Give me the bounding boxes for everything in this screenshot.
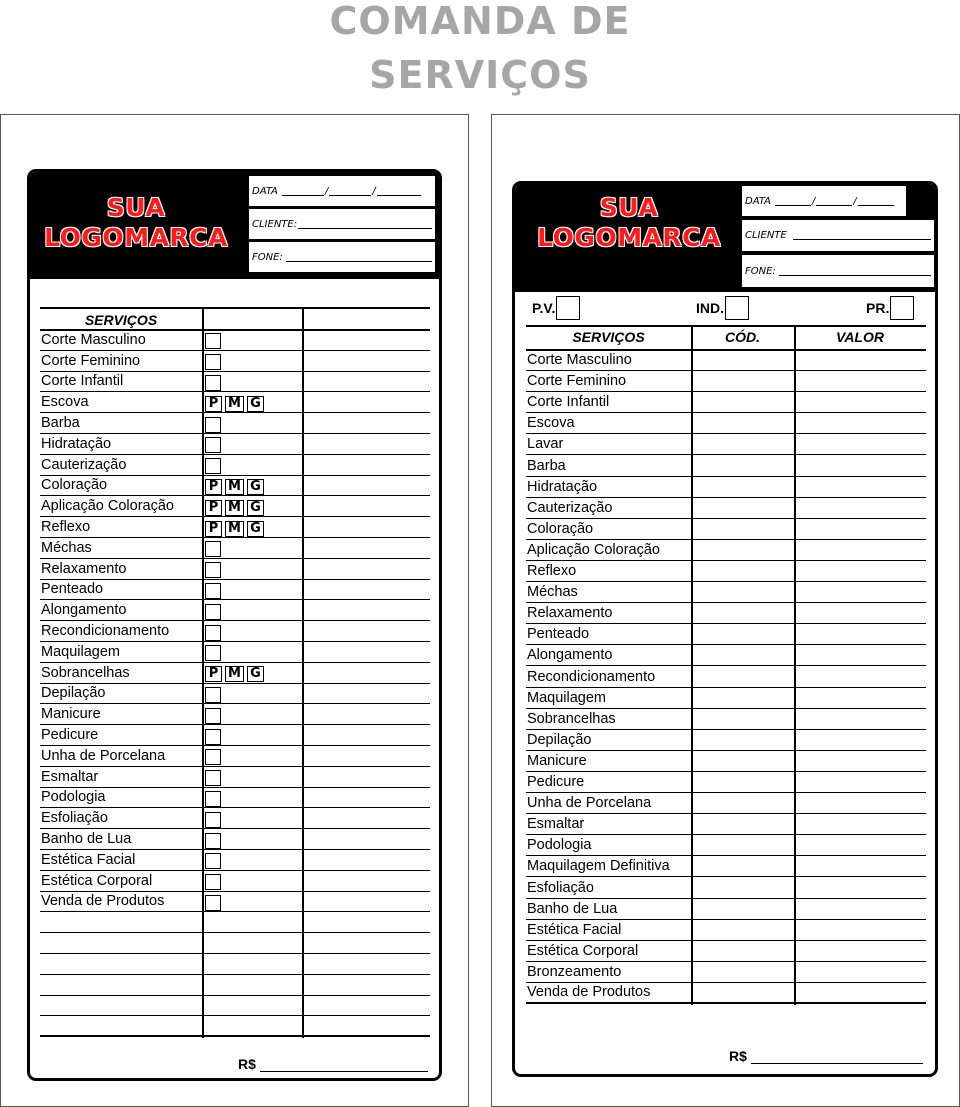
header-cod: CÓD.	[725, 329, 760, 345]
service-label: Alongamento	[527, 647, 613, 664]
service-label: Estética Facial	[527, 921, 622, 938]
service-row	[526, 835, 926, 856]
service-row	[40, 538, 430, 559]
service-label: Unha de Porcelana	[527, 795, 652, 812]
service-row	[526, 983, 926, 1004]
date-month-line	[329, 187, 371, 196]
service-label: Cauterização	[41, 456, 127, 473]
service-row	[526, 350, 926, 371]
code-cell[interactable]	[693, 751, 794, 771]
service-row	[40, 684, 430, 705]
value-cell[interactable]	[796, 540, 926, 560]
service-checkbox[interactable]	[205, 417, 221, 433]
logo-line-1: SUA	[106, 193, 166, 222]
right-card	[512, 181, 938, 1077]
service-row	[526, 878, 926, 899]
size-m-option[interactable]: M	[225, 479, 244, 495]
service-row	[526, 603, 926, 624]
value-cell[interactable]	[796, 645, 926, 665]
size-selector[interactable]	[205, 500, 264, 516]
service-row	[40, 663, 430, 684]
date-label: DATA	[745, 195, 771, 207]
service-label: Esmaltar	[527, 816, 585, 833]
value-cell[interactable]	[796, 730, 926, 750]
date-year-line	[377, 187, 421, 196]
value-cell[interactable]	[796, 392, 926, 412]
left-date-field[interactable]	[249, 176, 435, 206]
service-row	[526, 920, 926, 941]
service-label: Unha de Porcelana	[41, 747, 166, 764]
code-cell[interactable]	[693, 962, 794, 982]
value-cell[interactable]	[796, 561, 926, 581]
value-cell[interactable]	[796, 603, 926, 623]
value-cell[interactable]	[796, 413, 926, 433]
right-total[interactable]	[729, 1048, 923, 1064]
blank-row[interactable]	[40, 912, 430, 933]
option-pv-label: P.V.	[532, 300, 556, 316]
column-divider-1	[202, 307, 204, 1038]
blank-row[interactable]	[40, 996, 430, 1017]
service-row	[526, 477, 926, 498]
service-row	[40, 559, 430, 580]
value-cell[interactable]	[796, 350, 926, 370]
service-label: Venda de Produtos	[41, 893, 165, 910]
service-checkbox[interactable]	[205, 729, 221, 745]
service-checkbox[interactable]	[205, 604, 221, 620]
date-month-line	[816, 197, 852, 206]
logo-line-2: LOGOMARCA	[44, 223, 228, 252]
value-cell[interactable]	[796, 962, 926, 982]
date-day-line	[282, 187, 324, 196]
size-p-option[interactable]: P	[205, 521, 222, 537]
service-row	[526, 709, 926, 730]
service-row	[40, 351, 430, 372]
code-cell[interactable]	[693, 772, 794, 792]
service-row	[526, 540, 926, 561]
value-cell[interactable]	[796, 878, 926, 898]
service-checkbox[interactable]	[205, 791, 221, 807]
service-label: Aplicação Coloração	[527, 541, 660, 558]
service-checkbox[interactable]	[205, 625, 221, 641]
service-checkbox[interactable]	[205, 749, 221, 765]
service-checkbox[interactable]	[205, 354, 221, 370]
service-row	[526, 751, 926, 772]
column-divider-2	[794, 325, 796, 1005]
code-cell[interactable]	[693, 434, 794, 454]
code-cell[interactable]	[693, 878, 794, 898]
service-checkbox[interactable]	[205, 874, 221, 890]
service-label: Escova	[41, 394, 89, 411]
service-label: Coloração	[527, 520, 594, 537]
service-label: Sobrancelhas	[527, 710, 616, 727]
left-client-field[interactable]	[249, 209, 435, 239]
value-cell[interactable]	[796, 582, 926, 602]
service-label: Bronzeamento	[527, 963, 622, 980]
service-label: Reflexo	[527, 563, 577, 580]
code-cell[interactable]	[693, 582, 794, 602]
service-row	[40, 372, 430, 393]
table-top-rule	[40, 307, 430, 309]
client-label: CLIENTE	[745, 230, 787, 241]
service-row	[526, 730, 926, 751]
service-row	[526, 498, 926, 519]
phone-label: FONE:	[745, 265, 776, 277]
service-label: Pedicure	[41, 726, 99, 743]
service-label: Corte Feminino	[527, 373, 627, 390]
code-cell[interactable]	[693, 561, 794, 581]
service-checkbox[interactable]	[205, 333, 221, 349]
service-row	[40, 788, 430, 809]
service-row	[526, 434, 926, 455]
service-row	[40, 767, 430, 788]
code-cell[interactable]	[693, 413, 794, 433]
size-g-option[interactable]: G	[247, 479, 264, 495]
option-ind-label: IND.	[696, 300, 724, 316]
total-label: R$	[238, 1056, 256, 1072]
service-row	[40, 600, 430, 621]
service-label: Corte Feminino	[41, 352, 141, 369]
logo-line-2: LOGOMARCA	[537, 223, 721, 252]
size-p-option[interactable]: P	[205, 500, 222, 516]
value-cell[interactable]	[796, 772, 926, 792]
value-cell[interactable]	[796, 793, 926, 813]
code-cell[interactable]	[693, 856, 794, 876]
size-g-option[interactable]: G	[247, 396, 264, 412]
size-m-option[interactable]: M	[225, 666, 244, 682]
service-row	[40, 892, 430, 913]
service-label: Corte Infantil	[41, 373, 124, 390]
header-servicos: SERVIÇOS	[84, 312, 158, 328]
value-cell[interactable]	[796, 371, 926, 391]
option-ind-checkbox[interactable]	[725, 296, 749, 320]
size-m-option[interactable]: M	[225, 500, 244, 516]
code-cell[interactable]	[693, 920, 794, 940]
code-cell[interactable]	[693, 477, 794, 497]
service-row	[526, 456, 926, 477]
option-pv[interactable]	[532, 296, 580, 320]
service-row	[526, 371, 926, 392]
service-label: Corte Infantil	[527, 394, 610, 411]
service-label: Estética Corporal	[41, 872, 153, 889]
option-pr[interactable]	[866, 296, 914, 320]
size-m-option[interactable]: M	[225, 521, 244, 537]
blank-row[interactable]	[40, 1016, 430, 1037]
service-checkbox[interactable]	[205, 583, 221, 599]
code-cell[interactable]	[693, 709, 794, 729]
blank-row[interactable]	[40, 954, 430, 975]
code-cell[interactable]	[693, 645, 794, 665]
service-row	[526, 962, 926, 983]
service-row	[40, 517, 430, 538]
right-phone-field[interactable]	[742, 255, 934, 287]
total-line	[260, 1058, 428, 1072]
service-row	[526, 899, 926, 920]
service-label: Banho de Lua	[41, 830, 132, 847]
client-label: CLIENTE:	[252, 218, 298, 230]
service-label: Maquilagem	[41, 643, 120, 660]
code-cell[interactable]	[693, 730, 794, 750]
page-title-line-1: COMANDA DE	[329, 0, 631, 43]
service-row	[40, 434, 430, 455]
service-row	[40, 476, 430, 497]
service-row	[40, 642, 430, 663]
service-label: Cauterização	[527, 499, 613, 516]
service-label: Méchas	[527, 584, 578, 601]
service-row	[526, 582, 926, 603]
date-label: DATA	[252, 185, 278, 197]
service-label: Méchas	[41, 539, 92, 556]
service-label: Venda de Produtos	[527, 984, 651, 1001]
code-cell[interactable]	[693, 519, 794, 539]
client-line	[298, 220, 432, 229]
service-label: Alongamento	[41, 602, 127, 619]
service-label: Esfoliação	[41, 810, 108, 827]
code-cell[interactable]	[693, 350, 794, 370]
code-cell[interactable]	[693, 899, 794, 919]
size-selector[interactable]	[205, 666, 264, 682]
code-cell[interactable]	[693, 814, 794, 834]
value-cell[interactable]	[796, 624, 926, 644]
size-g-option[interactable]: G	[247, 500, 264, 516]
left-card-header	[30, 172, 439, 279]
code-cell[interactable]	[693, 498, 794, 518]
service-label: Escova	[527, 415, 575, 432]
value-cell[interactable]	[796, 688, 926, 708]
service-row	[526, 519, 926, 540]
code-cell[interactable]	[693, 793, 794, 813]
service-label: Penteado	[41, 581, 104, 598]
option-pr-label: PR.	[866, 300, 890, 316]
blank-row[interactable]	[40, 933, 430, 954]
code-cell[interactable]	[693, 392, 794, 412]
service-label: Barba	[41, 414, 80, 431]
service-row	[526, 772, 926, 793]
service-label: Estética Corporal	[527, 942, 639, 959]
value-cell[interactable]	[796, 456, 926, 476]
value-cell[interactable]	[796, 477, 926, 497]
service-checkbox[interactable]	[205, 687, 221, 703]
total-line	[751, 1050, 923, 1064]
size-g-option[interactable]: G	[247, 521, 264, 537]
service-row	[40, 808, 430, 829]
date-sep: /	[324, 185, 329, 197]
service-label: Pedicure	[527, 774, 585, 791]
service-label: Esmaltar	[41, 768, 99, 785]
size-m-option[interactable]: M	[225, 396, 244, 412]
code-cell[interactable]	[693, 456, 794, 476]
service-checkbox[interactable]	[205, 853, 221, 869]
service-row	[40, 413, 430, 434]
code-cell[interactable]	[693, 941, 794, 961]
right-logo	[519, 193, 739, 253]
service-row	[526, 688, 926, 709]
size-g-option[interactable]: G	[247, 666, 264, 682]
date-sep: /	[853, 195, 857, 207]
service-label: Podologia	[41, 789, 106, 806]
service-row	[526, 856, 926, 877]
service-label: Manicure	[41, 706, 101, 723]
column-divider-1	[691, 325, 693, 1005]
service-label: Corte Masculino	[41, 331, 146, 348]
code-cell[interactable]	[693, 835, 794, 855]
size-selector[interactable]	[205, 521, 264, 537]
service-row	[40, 850, 430, 871]
service-label: Estética Facial	[41, 851, 136, 868]
size-selector[interactable]	[205, 479, 264, 495]
service-checkbox[interactable]	[205, 895, 221, 911]
service-row	[40, 455, 430, 476]
table-top-rule	[526, 325, 926, 327]
service-row	[526, 624, 926, 645]
header-valor: VALOR	[836, 329, 884, 345]
code-cell[interactable]	[693, 688, 794, 708]
value-cell[interactable]	[796, 899, 926, 919]
size-p-option[interactable]: P	[205, 666, 222, 682]
code-cell[interactable]	[693, 371, 794, 391]
service-label: Depilação	[527, 731, 592, 748]
client-line	[793, 231, 931, 240]
service-row	[40, 621, 430, 642]
service-checkbox[interactable]	[205, 708, 221, 724]
service-checkbox[interactable]	[205, 541, 221, 557]
service-label: Hidratação	[527, 478, 598, 495]
service-label: Esfoliação	[527, 879, 594, 896]
value-cell[interactable]	[796, 983, 926, 1002]
service-checkbox[interactable]	[205, 375, 221, 391]
header-servicos: SERVIÇOS	[572, 329, 645, 345]
service-checkbox[interactable]	[205, 562, 221, 578]
value-cell[interactable]	[796, 709, 926, 729]
phone-line	[286, 253, 432, 262]
phone-label: FONE:	[252, 251, 283, 263]
column-divider-2	[302, 307, 304, 1038]
right-client-field[interactable]	[742, 220, 934, 251]
service-label: Recondicionamento	[41, 622, 170, 639]
service-row	[40, 392, 430, 413]
right-card-header	[515, 184, 935, 292]
left-card	[27, 169, 442, 1081]
service-label: Podologia	[527, 837, 592, 854]
service-row	[40, 725, 430, 746]
service-row	[526, 392, 926, 413]
service-label: Relaxamento	[527, 605, 613, 622]
blank-row[interactable]	[40, 975, 430, 996]
value-cell[interactable]	[796, 835, 926, 855]
service-row	[526, 814, 926, 835]
service-row	[40, 704, 430, 725]
service-checkbox[interactable]	[205, 437, 221, 453]
service-label: Barba	[527, 457, 566, 474]
logo-line-1: SUA	[599, 193, 659, 222]
service-label: Manicure	[527, 752, 587, 769]
service-row	[526, 941, 926, 962]
service-checkbox[interactable]	[205, 645, 221, 661]
size-p-option[interactable]: P	[205, 396, 222, 412]
service-row	[40, 829, 430, 850]
value-cell[interactable]	[796, 667, 926, 687]
size-p-option[interactable]: P	[205, 479, 222, 495]
service-checkbox[interactable]	[205, 812, 221, 828]
service-checkbox[interactable]	[205, 458, 221, 474]
service-label: Depilação	[41, 685, 106, 702]
value-cell[interactable]	[796, 920, 926, 940]
code-cell[interactable]	[693, 983, 794, 1002]
service-label: Hidratação	[41, 435, 112, 452]
service-label: Banho de Lua	[527, 900, 618, 917]
service-row	[40, 746, 430, 767]
phone-line	[779, 267, 931, 276]
service-checkbox[interactable]	[205, 833, 221, 849]
service-row	[526, 793, 926, 814]
value-cell[interactable]	[796, 751, 926, 771]
service-checkbox[interactable]	[205, 770, 221, 786]
left-logo	[32, 193, 240, 253]
value-cell[interactable]	[796, 498, 926, 518]
page-title-line-2: SERVIÇOS	[369, 53, 591, 97]
right-date-field[interactable]	[742, 186, 906, 216]
option-ind[interactable]	[696, 296, 749, 320]
code-cell[interactable]	[693, 624, 794, 644]
service-row	[526, 667, 926, 688]
service-label: Corte Masculino	[527, 352, 632, 369]
total-label: R$	[729, 1048, 747, 1064]
code-cell[interactable]	[693, 603, 794, 623]
option-pv-checkbox[interactable]	[556, 296, 580, 320]
service-label: Relaxamento	[41, 560, 127, 577]
date-sep: /	[372, 185, 376, 197]
service-label: Lavar	[527, 436, 564, 453]
date-day-line	[775, 197, 811, 206]
value-cell[interactable]	[796, 941, 926, 961]
service-label: Penteado	[527, 626, 590, 643]
page-title	[0, 0, 960, 102]
service-label: Reflexo	[41, 518, 91, 535]
service-row	[526, 645, 926, 666]
value-cell[interactable]	[796, 519, 926, 539]
service-label: Aplicação Coloração	[41, 498, 174, 515]
code-cell[interactable]	[693, 667, 794, 687]
service-label: Maquilagem Definitiva	[527, 858, 670, 875]
value-cell[interactable]	[796, 434, 926, 454]
service-label: Sobrancelhas	[41, 664, 130, 681]
left-total[interactable]	[238, 1056, 428, 1072]
date-year-line	[858, 197, 894, 206]
service-row	[526, 413, 926, 434]
service-row	[40, 871, 430, 892]
service-label: Coloração	[41, 477, 108, 494]
service-row	[40, 496, 430, 517]
option-pr-checkbox[interactable]	[890, 296, 914, 320]
left-phone-field[interactable]	[249, 242, 435, 272]
date-sep: /	[811, 195, 816, 207]
value-cell[interactable]	[796, 856, 926, 876]
size-selector[interactable]	[205, 396, 264, 412]
service-row	[40, 580, 430, 601]
service-label: Maquilagem	[527, 689, 606, 706]
service-row	[526, 561, 926, 582]
service-label: Recondicionamento	[527, 668, 656, 685]
value-cell[interactable]	[796, 814, 926, 834]
service-row	[40, 330, 430, 351]
code-cell[interactable]	[693, 540, 794, 560]
